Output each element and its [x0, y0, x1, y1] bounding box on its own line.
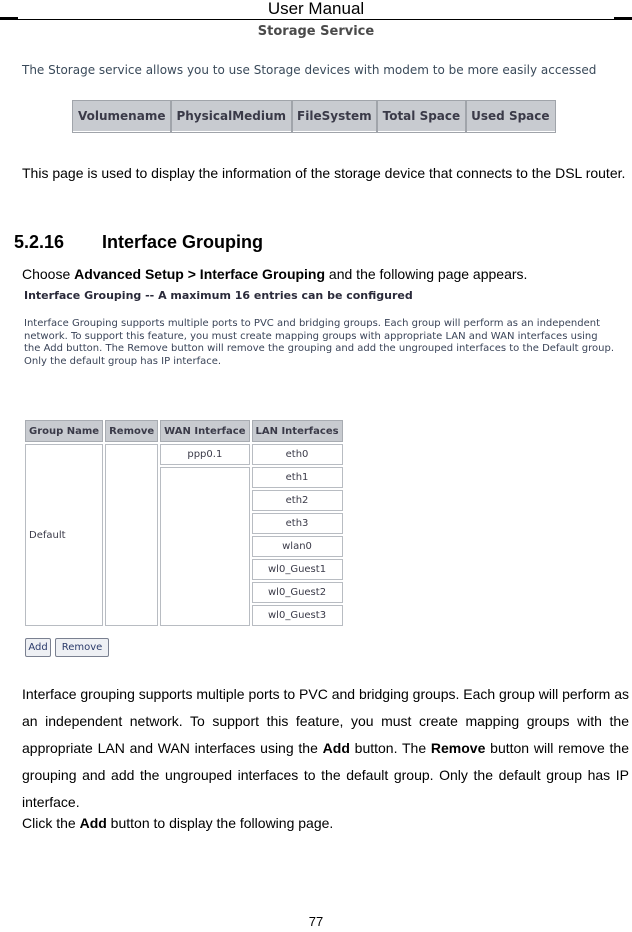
table-row	[25, 444, 343, 465]
grouping-heading: Interface Grouping -- A maximum 16 entries can be configured	[24, 289, 413, 302]
remove-button[interactable]: Remove	[55, 638, 109, 657]
lan-interface-cell: wl0_Guest1	[252, 559, 343, 580]
column-volumename: Volumename	[73, 101, 171, 132]
column-remove: Remove	[105, 420, 158, 442]
lan-interface-cell: wl0_Guest2	[252, 582, 343, 603]
choose-instruction: Choose Advanced Setup > Interface Grouping and the following page appears.	[22, 266, 528, 282]
column-group-name: Group Name	[25, 420, 103, 442]
add-button[interactable]: Add	[25, 638, 51, 657]
column-used-space: Used Space	[466, 101, 555, 132]
storage-table	[72, 100, 556, 132]
column-total-space: Total Space	[377, 101, 466, 132]
wan-interface-empty-cell	[160, 467, 249, 626]
storage-paragraph: This page is used to display the information of the storage device that connects to the DSL router.	[22, 165, 626, 181]
remove-keyword: Remove	[430, 740, 486, 756]
group-name-cell: Default	[25, 444, 103, 626]
page-number: 77	[308, 914, 324, 929]
column-lan-interfaces: LAN Interfaces	[252, 420, 343, 442]
column-wan-interface: WAN Interface	[160, 420, 249, 442]
lan-interface-cell: wl0_Guest3	[252, 605, 343, 626]
header-title: User Manual	[267, 0, 365, 18]
add-keyword: Add	[322, 740, 350, 756]
storage-service-title: Storage Service	[257, 24, 375, 39]
header-rule-right	[614, 17, 632, 20]
remove-cell	[105, 444, 158, 626]
section-title: Interface Grouping	[102, 232, 264, 252]
grouping-table-header	[25, 420, 343, 442]
lan-interface-cell: eth2	[252, 490, 343, 511]
menu-path: Advanced Setup > Interface Grouping	[74, 266, 326, 282]
grouping-table	[23, 418, 345, 628]
storage-table-header	[73, 101, 556, 132]
click-add-paragraph: Click the Add button to display the following page.	[22, 815, 334, 831]
grouping-description: Interface Grouping supports multiple ports to PVC and bridging groups. Each group will perform as an independent network. To support this feature, you must create mapping groups with appropriate LAN and WAN interfaces using the Add button. The Remove button will remove the grouping and add the ungrouped interfaces to the Default group. Only the default group has IP interface.	[24, 318, 615, 367]
lan-interface-cell: eth3	[252, 513, 343, 534]
lan-interface-cell: eth1	[252, 467, 343, 488]
lan-interface-cell: wlan0	[252, 536, 343, 557]
header-rule	[0, 19, 632, 20]
storage-service-description: The Storage service allows you to use Storage devices with modem to be more easily accessed	[22, 63, 597, 77]
column-filesystem: FileSystem	[292, 101, 378, 132]
section-heading	[14, 232, 263, 253]
lan-interface-cell: eth0	[252, 444, 343, 465]
add-keyword: Add	[79, 815, 107, 831]
grouping-paragraph: Interface grouping supports multiple ports to PVC and bridging groups. Each group will perform as an independent network. To support this feature, you must create mapping groups with the appropriate LAN and WAN interfaces using the Add button. The Remove button will remove the grouping and add the ungrouped interfaces to the default group. Only the default group has IP interface.	[22, 686, 630, 810]
wan-interface-cell: ppp0.1	[160, 444, 249, 465]
section-number: 5.2.16	[14, 232, 65, 252]
column-physicalmedium: PhysicalMedium	[171, 101, 292, 132]
